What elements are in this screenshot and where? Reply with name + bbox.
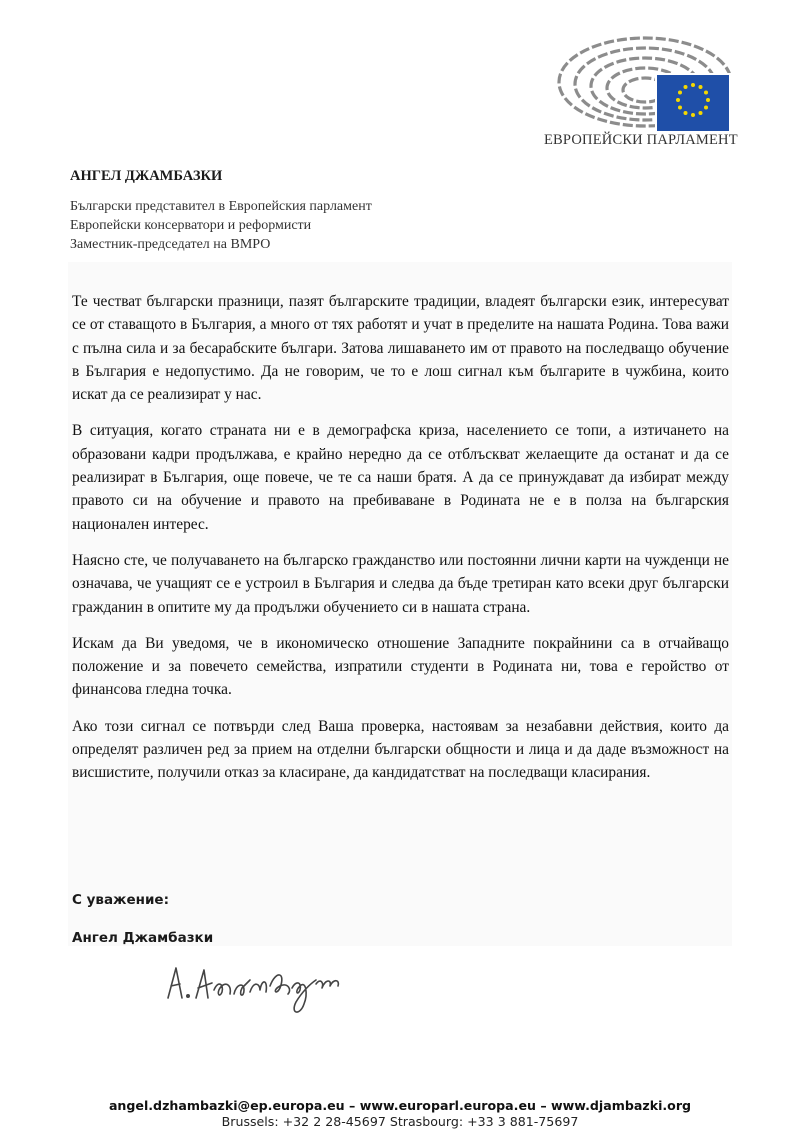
footer-phones: Brussels: +32 2 28-45697 Strasbourg: +33 3 881-75697 [221, 1114, 579, 1129]
sender-title: Български представител в Европейския парламент [70, 199, 372, 214]
sender-group: Европейски консерватори и реформисти [70, 218, 312, 233]
hemicycle-eu-flag-icon [530, 28, 770, 133]
footer [0, 1098, 800, 1130]
body-paragraph: В ситуация, когато страната ни е в демографска криза, населението се топи, а изтичането на образовани кадри продължава, е крайно нередно да се отблъскват желаещите да останат и да се реализират в България, още повече, че те са наши братя. А да се принуждават да избират между правото си на обучение и правото на пребиваване в Родината не е в полза на българския национален интерес. [72, 422, 729, 533]
footer-contacts: angel.dzhambazki@ep.europa.eu – www.europarl.europa.eu – www.djambazki.org [108, 1098, 692, 1113]
signer-name: Ангел Джамбазки [72, 930, 214, 946]
body-paragraph: Искам да Ви уведомя, че в икономическо отношение Западните покрайнини са в отчайващо положение и за повечето семейства, изпратили студенти в Родината ни, това е геройство от финансова гледна точка. [72, 634, 729, 699]
sender-name: АНГЕЛ ДЖАМБАЗКИ [70, 168, 223, 184]
european-parliament-logo [530, 28, 770, 153]
signature-icon [140, 950, 370, 1030]
sender-block [70, 168, 372, 254]
body-paragraph: Ако този сигнал се потвърди след Ваша проверка, настоявам за незабавни действия, които да определят различен ред за прием на отделни български общности и лица и да даде възможност на висшистите, получили отказ за класиране, да кандидатстват на последващи класирания. [72, 717, 729, 782]
body-paragraph: Наясно сте, че получаването на българско гражданство или постоянни лични карти на чужденци не означава, че учащият се е устроил в България и следва да бъде третиран като всеки друг български гражданин в опитите му да продължи обучението си в нашата страна. [72, 551, 729, 616]
letter-body [72, 290, 729, 798]
body-paragraph: Те честват български празници, пазят българските традиции, владеят български език, интересуват се от ставащото в България, а много от тях работят и учат в пределите на нашата Родина. Това важи с пълна сила и за бесарабските българи. Затова лишаването им от правото на последващо обучение в България е недопустимо. Да не говорим, че то е лош сигнал към българите в чужбина, които искат да се реализират у нас. [72, 293, 729, 404]
closing-salutation: С уважение: [72, 892, 169, 908]
sender-party-role: Заместник-председател на ВМРО [70, 237, 271, 252]
logo-caption: ЕВРОПЕЙСКИ ПАРЛАМЕНТ [544, 132, 738, 148]
